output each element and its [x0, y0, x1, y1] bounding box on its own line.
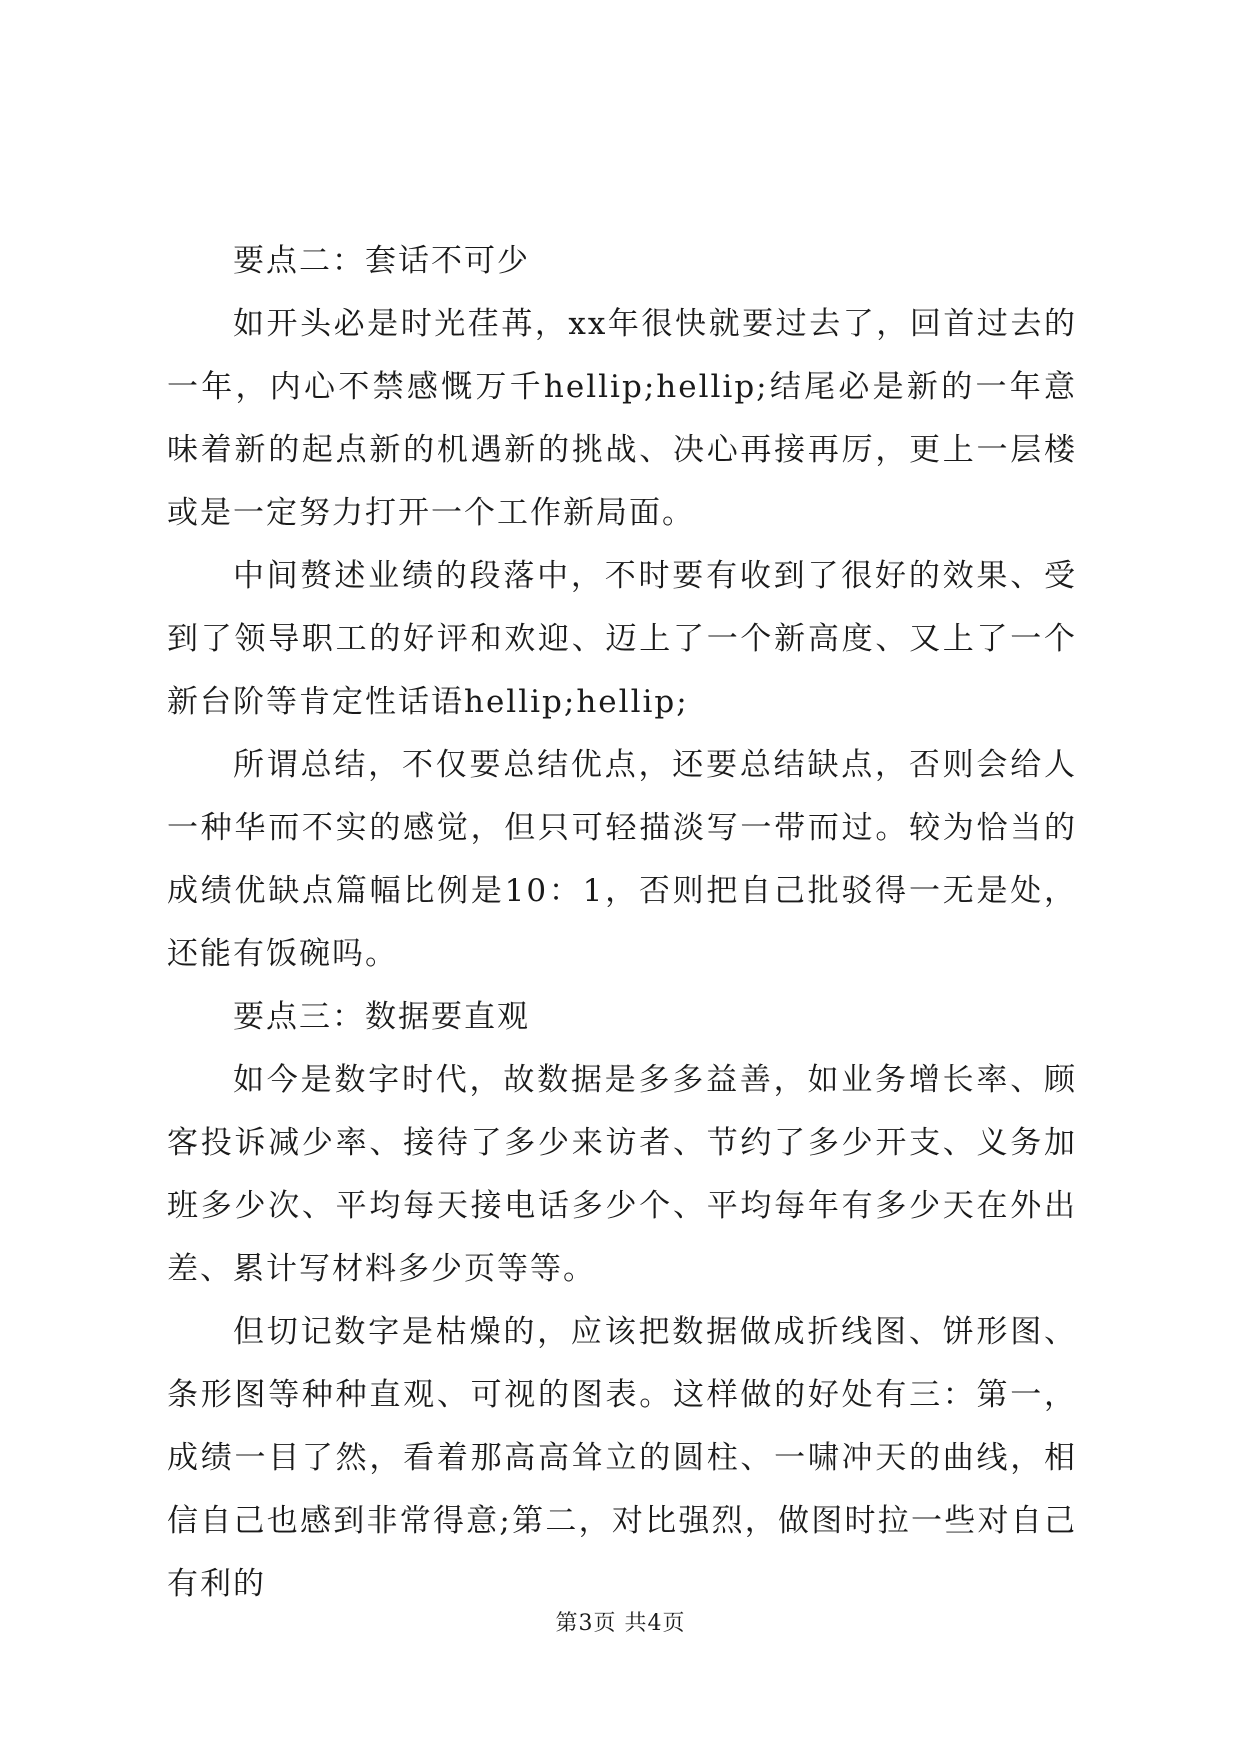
page-number-footer: 第3页 共4页	[555, 1611, 686, 1636]
paragraph-cliche-opening-closing: 如开头必是时光荏苒，xx年很快就要过去了，回首过去的一年，内心不禁感慨万千hellip;hellip;结尾必是新的一年意味着新的起点新的机遇新的挑战、决心再接再厉，更上一层楼或是一定努力打开一个工作新局面。	[167, 306, 1077, 531]
paragraph-charts-benefits: 但切记数字是枯燥的，应该把数据做成折线图、饼形图、条形图等种种直观、可视的图表。这样做的好处有三：第一，成绩一目了然，看着那高高耸立的圆柱、一啸冲天的曲线，相信自己也感到非常得意;第二，对比强烈，做图时拉一些对自己有利的	[167, 1314, 1077, 1602]
document-body	[167, 230, 1077, 1616]
paragraph-achievement-phrases: 中间赘述业绩的段落中，不时要有收到了很好的效果、受到了领导职工的好评和欢迎、迈上了一个新高度、又上了一个新台阶等肯定性话语hellip;hellip;	[167, 558, 1077, 720]
paragraph-data-examples: 如今是数字时代，故数据是多多益善，如业务增长率、顾客投诉减少率、接待了多少来访者、节约了多少开支、义务加班多少次、平均每天接电话多少个、平均每年有多少天在外出差、累计写材料多少页等等。	[167, 1062, 1077, 1287]
section-heading-point-two: 要点二：套话不可少	[233, 243, 530, 279]
paragraph-strengths-weaknesses: 所谓总结，不仅要总结优点，还要总结缺点，否则会给人一种华而不实的感觉，但只可轻描淡写一带而过。较为恰当的成绩优缺点篇幅比例是10：1，否则把自己批驳得一无是处，还能有饭碗吗。	[167, 747, 1077, 972]
section-heading-point-three: 要点三：数据要直观	[233, 999, 530, 1035]
